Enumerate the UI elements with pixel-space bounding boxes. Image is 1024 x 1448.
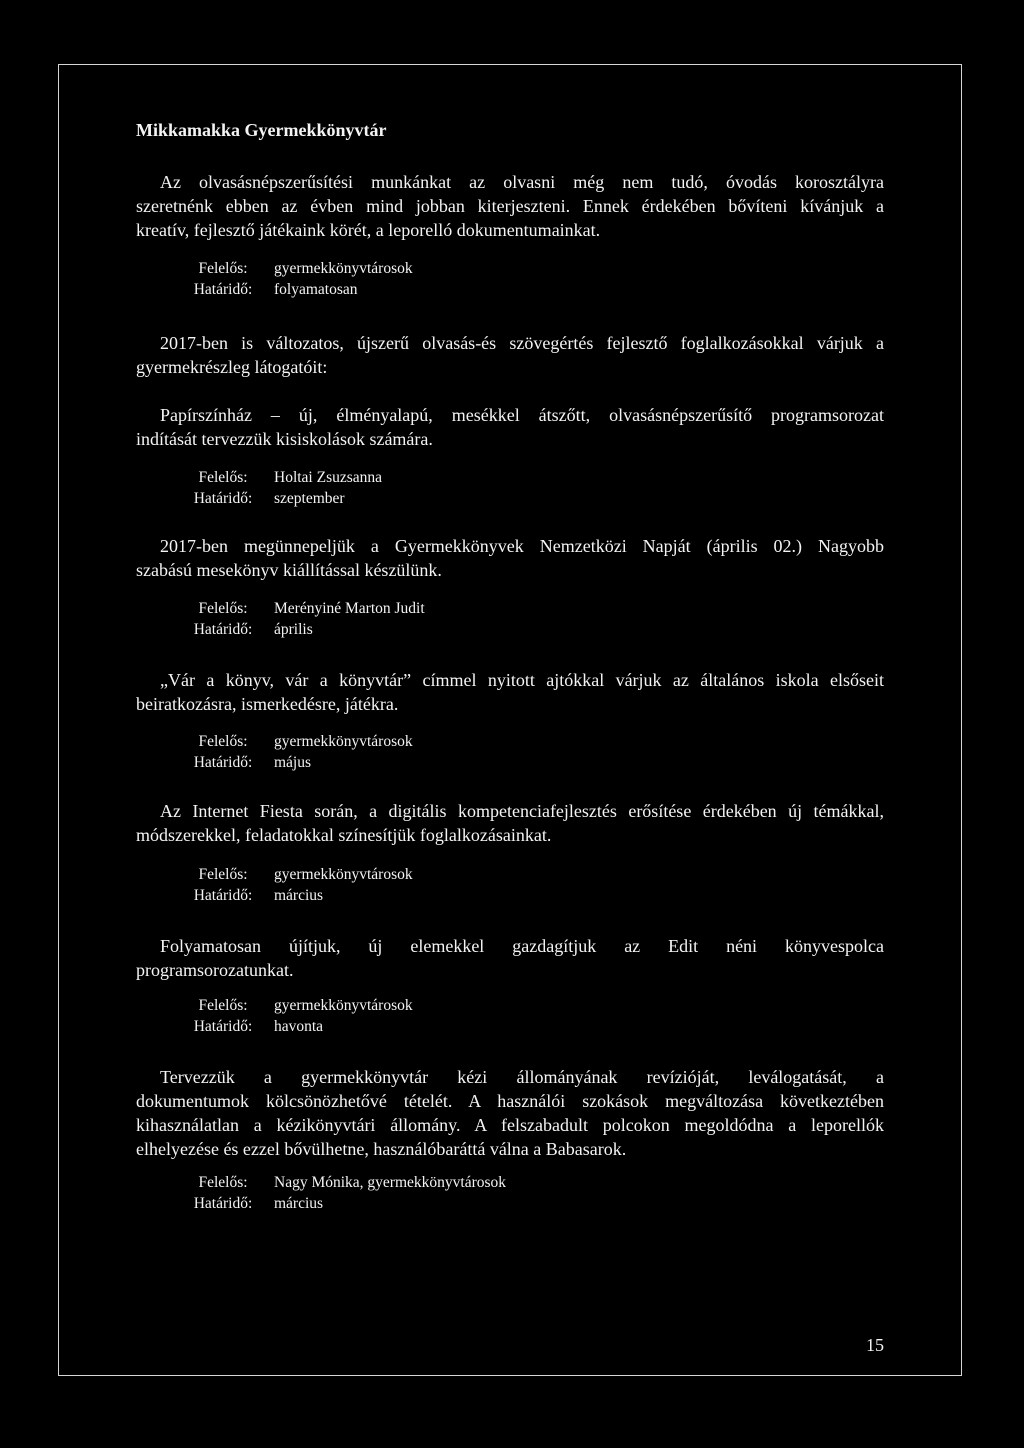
deadline-label: Határidő: xyxy=(193,1018,253,1035)
paragraph-line: elhelyezése és ezzel bővülhetne, használóbaráttá válna a Babasarok. xyxy=(136,1139,627,1159)
responsibility-block xyxy=(0,864,1024,906)
responsible-row xyxy=(0,467,1024,488)
deadline-label: Határidő: xyxy=(193,281,253,298)
deadline-row xyxy=(0,885,1024,906)
responsibility-block xyxy=(0,467,1024,509)
paragraph-line: szabású mesekönyv kiállítással készülünk. xyxy=(136,560,442,580)
deadline-value: április xyxy=(274,621,313,638)
responsible-label: Felelős: xyxy=(198,600,248,617)
responsibility-block xyxy=(0,1172,1024,1214)
responsibility-block xyxy=(0,731,1024,773)
deadline-value: folyamatosan xyxy=(274,281,358,298)
paragraph-line: dokumentumok kölcsönözhetővé tételét. A használói szokások megváltozása következtében xyxy=(136,1091,884,1111)
deadline-value: március xyxy=(274,887,324,904)
responsible-row xyxy=(0,731,1024,752)
paragraph xyxy=(136,403,884,451)
paragraph-line: programsorozatunkat. xyxy=(136,960,294,980)
paragraph-line: 2017-ben megünnepeljük a Gyermekkönyvek Nemzetközi Napját (április 02.) Nagyobb xyxy=(160,536,884,556)
paragraph-line: kihasználatlan a kézikönyvtári állomány. A felszabadult polcokon megoldódna a leporellók xyxy=(136,1115,884,1135)
deadline-label: Határidő: xyxy=(193,490,253,507)
deadline-label: Határidő: xyxy=(193,621,253,638)
deadline-row xyxy=(0,1016,1024,1037)
paragraph-line: kreatív, fejlesztő játékaink körét, a leporelló dokumentumainkat. xyxy=(136,220,601,240)
paragraph-line: gyermekrészleg látogatóit: xyxy=(136,357,328,377)
responsible-label: Felelős: xyxy=(198,997,248,1014)
responsible-row xyxy=(0,864,1024,885)
paragraph-line: Tervezzük a gyermekkönyvtár kézi állományának revízióját, leválogatását, a xyxy=(160,1067,884,1087)
paragraph xyxy=(136,668,884,716)
deadline-row xyxy=(0,619,1024,640)
responsible-value: Merényiné Marton Judit xyxy=(274,600,425,617)
responsible-row xyxy=(0,258,1024,279)
paragraph xyxy=(136,934,884,982)
responsibility-block xyxy=(0,598,1024,640)
paragraph-line: 2017-ben is változatos, újszerű olvasás-és szövegértés fejlesztő foglalkozásokkal várjuk a xyxy=(160,333,884,353)
responsible-value: gyermekkönyvtárosok xyxy=(274,997,413,1014)
deadline-value: szeptember xyxy=(274,490,345,507)
paragraph-line: módszerekkel, feladatokkal színesítjük foglalkozásainkat. xyxy=(136,825,552,845)
paragraph xyxy=(136,1065,884,1161)
paragraph-line: beiratkozásra, ismerkedésre, játékra. xyxy=(136,694,399,714)
paragraph xyxy=(136,799,884,847)
responsible-row xyxy=(0,1172,1024,1193)
responsible-row xyxy=(0,598,1024,619)
paragraph-line: Az olvasásnépszerűsítési munkánkat az olvasni még nem tudó, óvodás korosztályra xyxy=(160,172,884,192)
paragraph xyxy=(136,331,884,379)
paragraph xyxy=(136,534,884,582)
responsible-value: Holtai Zsuzsanna xyxy=(274,469,383,486)
paragraph-line: szeretnénk ebben az évben mind jobban kiterjeszteni. Ennek érdekében bővíteni kívánjuk a xyxy=(136,196,884,216)
deadline-label: Határidő: xyxy=(193,1195,253,1212)
deadline-row xyxy=(0,488,1024,509)
paragraph-line: Az Internet Fiesta során, a digitális kompetenciafejlesztés erősítése érdekében új témákkal, xyxy=(160,801,884,821)
deadline-row xyxy=(0,1193,1024,1214)
responsible-label: Felelős: xyxy=(198,1174,248,1191)
responsible-value: Nagy Mónika, gyermekkönyvtárosok xyxy=(274,1174,507,1191)
deadline-label: Határidő: xyxy=(193,754,253,771)
deadline-row xyxy=(0,279,1024,300)
paragraph-line: indítását tervezzük kisiskolások számára. xyxy=(136,429,433,449)
responsible-label: Felelős: xyxy=(198,469,248,486)
responsible-label: Felelős: xyxy=(198,733,248,750)
page-number: 15 xyxy=(866,1335,884,1355)
responsible-value: gyermekkönyvtárosok xyxy=(274,866,413,883)
deadline-value: havonta xyxy=(274,1018,324,1035)
responsible-row xyxy=(0,995,1024,1016)
deadline-value: március xyxy=(274,1195,324,1212)
responsible-value: gyermekkönyvtárosok xyxy=(274,733,413,750)
page-title: Mikkamakka Gyermekkönyvtár xyxy=(136,120,387,140)
deadline-label: Határidő: xyxy=(193,887,253,904)
paragraph-line: „Vár a könyv, vár a könyvtár” címmel nyitott ajtókkal várjuk az általános iskola elsőseit xyxy=(160,670,884,690)
responsible-label: Felelős: xyxy=(198,260,248,277)
paragraph-line: Papírszínház – új, élményalapú, mesékkel átszőtt, olvasásnépszerűsítő programsorozat xyxy=(160,405,884,425)
responsibility-block xyxy=(0,995,1024,1037)
paragraph xyxy=(136,170,884,242)
paragraph-line: Folyamatosan újítjuk, új elemekkel gazdagítjuk az Edit néni könyvespolca xyxy=(160,936,884,956)
responsible-label: Felelős: xyxy=(198,866,248,883)
deadline-value: május xyxy=(274,754,312,771)
responsible-value: gyermekkönyvtárosok xyxy=(274,260,413,277)
responsibility-block xyxy=(0,258,1024,300)
deadline-row xyxy=(0,752,1024,773)
